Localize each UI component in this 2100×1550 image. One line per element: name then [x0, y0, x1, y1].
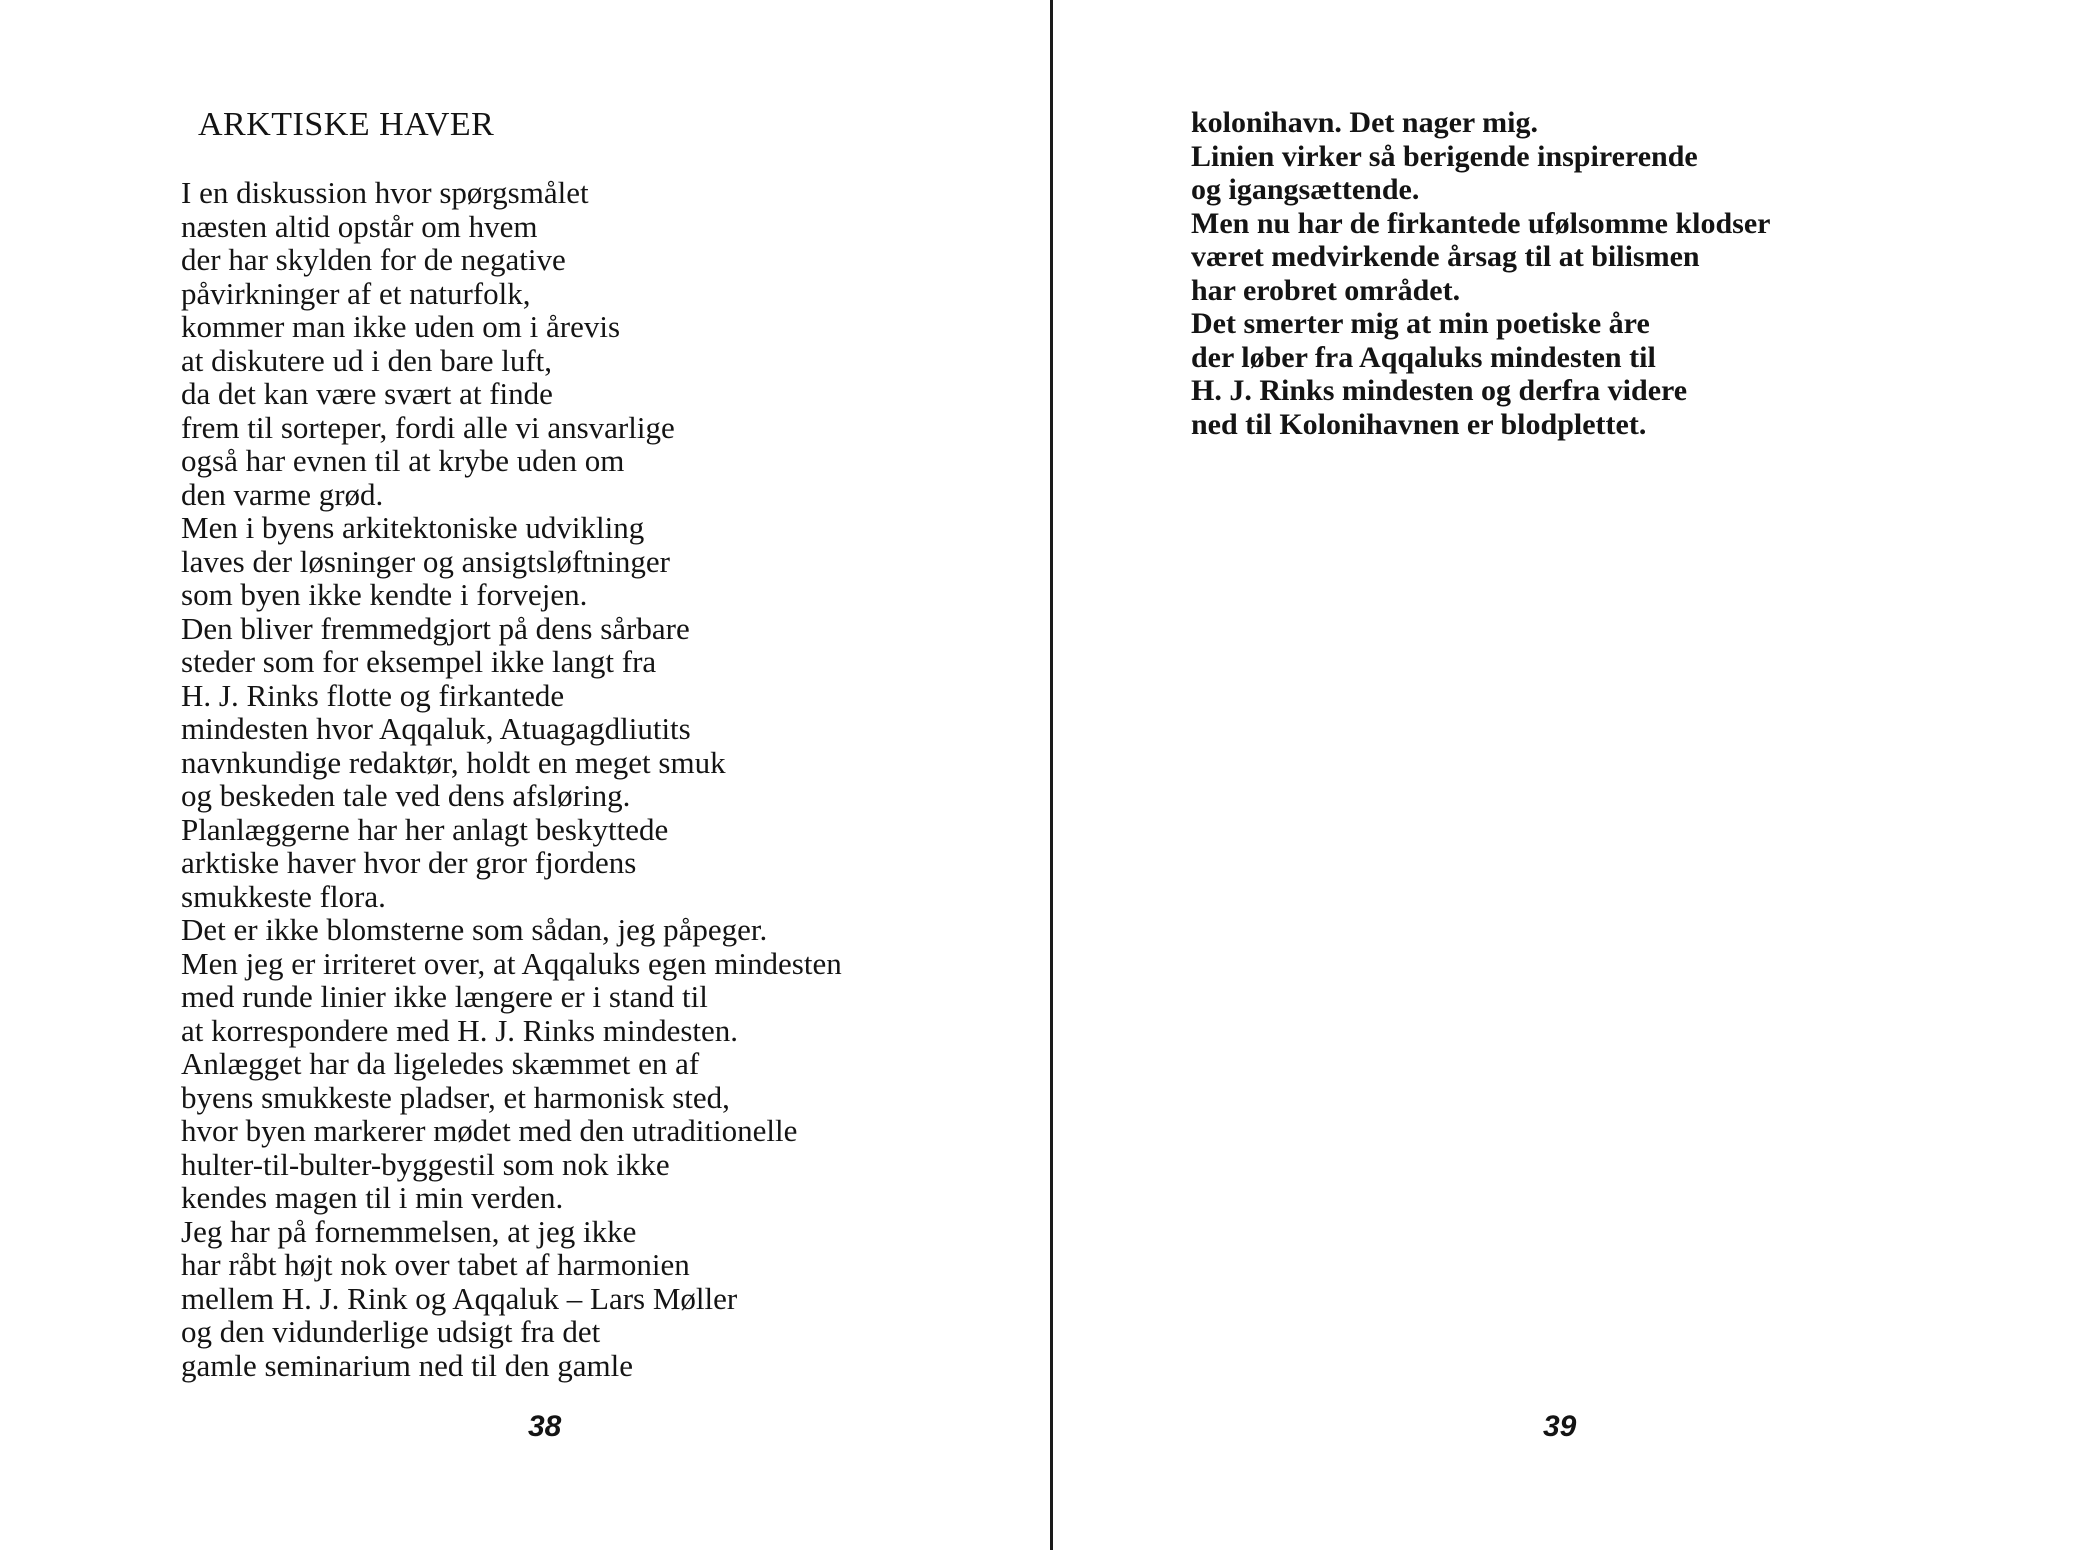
page-number-left: 38 [528, 1410, 562, 1443]
poem-line: mindesten hvor Aqqaluk, Atuagagdliutits [181, 711, 691, 746]
poem-line: steder som for eksempel ikke langt fra [181, 644, 657, 679]
poem-line: Anlægget har da ligeledes skæmmet en af [181, 1046, 700, 1081]
poem-line: smukkeste flora. [181, 878, 386, 914]
poem-line: at diskutere ud i den bare luft, [181, 342, 553, 378]
poem-line: Det smerter mig at min poetiske åre [1191, 307, 1650, 340]
poem-line: gamle seminarium ned til den gamle [181, 1347, 633, 1383]
poem-line: også har evnen til at krybe uden om [181, 443, 625, 478]
poem-line: kolonihavn. Det nager mig. [1191, 106, 1538, 139]
poem-line: H. J. Rinks mindesten og derfra videre [1191, 374, 1688, 407]
poem-line: og beskeden tale ved dens afsløring. [181, 778, 631, 813]
right-page [1053, 0, 2100, 1550]
poem-line: navnkundige redaktør, holdt en meget smuk [181, 744, 726, 780]
poem-line: at korrespondere med H. J. Rinks mindesten. [181, 1012, 739, 1048]
poem-line: har erobret området. [1191, 273, 1461, 307]
poem-line: og den vidunderlige udsigt fra det [181, 1314, 601, 1349]
poem-line: der løber fra Aqqaluks mindesten til [1191, 340, 1656, 374]
poem-line: hvor byen markerer mødet med den utraditionelle [181, 1113, 798, 1148]
poem-line: Men nu har de firkantede ufølsomme klodser [1191, 206, 1771, 240]
poem-line: H. J. Rinks flotte og firkantede [181, 677, 565, 713]
poem-title: ARKTISKE HAVER [198, 106, 495, 143]
poem-line: kommer man ikke uden om i årevis [181, 309, 621, 344]
poem-line: Jeg har på fornemmelsen, at jeg ikke [181, 1213, 637, 1249]
poem-line: byens smukkeste pladser, et harmonisk sted, [181, 1079, 730, 1115]
poem-line: Planlæggerne har her anlagt beskyttede [181, 811, 669, 847]
poem-line: Det er ikke blomsterne som sådan, jeg påpeger. [181, 912, 768, 947]
poem-line: været medvirkende årsag til at bilismen [1191, 240, 1700, 273]
poem-line: kendes magen til i min verden. [181, 1180, 564, 1215]
poem-text-left [181, 176, 842, 1382]
poem-line: ned til Kolonihavnen er blodplettet. [1191, 407, 1647, 441]
poem-line: har råbt højt nok over tabet af harmonien [181, 1247, 690, 1282]
poem-line: mellem H. J. Rink og Aqqaluk – Lars Møller [181, 1280, 738, 1316]
poem-line: hulter-til-bulter-byggestil som nok ikke [181, 1146, 670, 1182]
poem-line: og igangsættende. [1191, 173, 1420, 206]
poem-line: arktiske haver hvor der gror fjordens [181, 845, 637, 880]
poem-line: påvirkninger af et naturfolk, [181, 275, 531, 311]
poem-line: som byen ikke kendte i forvejen. [181, 577, 588, 612]
poem-text-right [1191, 106, 1770, 441]
poem-line: I en diskussion hvor spørgsmålet [181, 175, 589, 210]
poem-line: laves der løsninger og ansigtsløftninger [181, 543, 671, 579]
poem-line: med runde linier ikke længere er i stand til [181, 979, 708, 1014]
poem-line: den varme grød. [181, 476, 384, 512]
poem-line: da det kan være svært at finde [181, 376, 553, 411]
poem-line: Men i byens arkitektoniske udvikling [181, 510, 645, 545]
poem-line: næsten altid opstår om hvem [181, 208, 538, 244]
poem-line: Linien virker så berigende inspirerende [1191, 139, 1698, 173]
poem-line: Den bliver fremmedgjort på dens sårbare [181, 610, 690, 646]
poem-line: der har skylden for de negative [181, 242, 566, 277]
page-number-right: 39 [1543, 1410, 1577, 1443]
poem-line: frem til sorteper, fordi alle vi ansvarlige [181, 409, 675, 445]
poem-line: Men jeg er irriteret over, at Aqqaluks egen mindesten [181, 945, 842, 981]
